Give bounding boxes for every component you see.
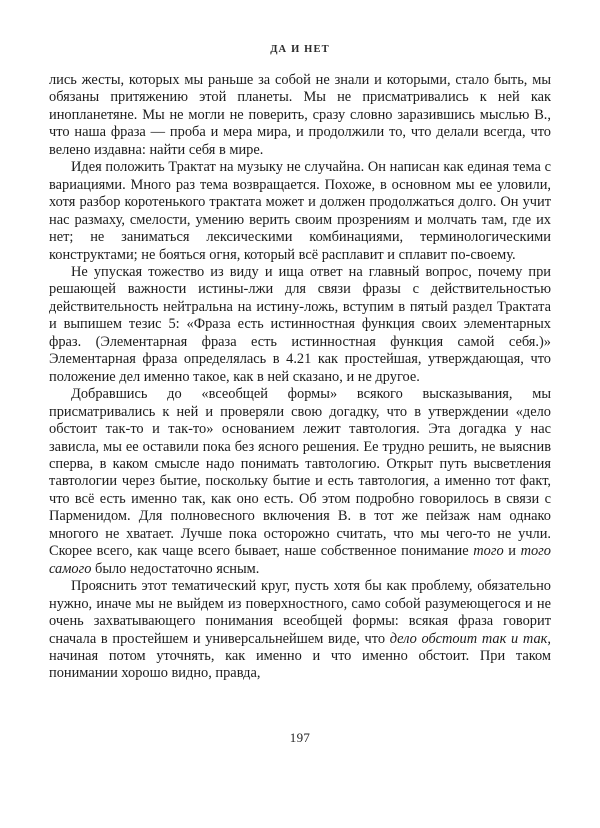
paragraph	[49, 578, 551, 683]
text-run: Не упуская тожество из виду и ища ответ на главный вопрос, почему при решающей важности истины-лжи для связи фразы с действительностью действительность нейтральна на истину-ложь, вступим в пятый раздел Трактата и выпишем тезис 5: «Фраза есть истинностная функция своих элементарных фраз. (Элементарная фраза есть истинностная функция самой себя.)» Элементарная фраза определялась в 4.21 как простейшая, утверждающая, что положение дел именно такое, как в ней сказано, и не другое.	[49, 263, 551, 385]
text-run: было недостаточно ясным.	[91, 560, 260, 577]
emphasized-text: того	[473, 543, 504, 560]
text-run: и	[503, 543, 521, 560]
text-run: Добравшись до «всеобщей формы» всякого высказывания, мы присматривались к ней и проверяли свою догадку, что в утверждении «дело обстоит так-то и так-то» основанием лежит тавтология. Эта догадка у нас зависла, мы ее оставили пока без ясного решения. Ее трудно решить, не выяснив сперва, в каком смысле надо понимать тавтологию. Открыт путь высветления тавтологии через бытие, поскольку бытие и есть тавтология, а именно тот факт, что всё есть именно так, как оно есть. Об этом подробно говорилось в связи с Парменидом. Для полновесного включения В. в тот же пейзаж нам однако многого не хватает. Лучше пока осторожно считать, что мы чего-то не учли. Скорее всего, как чаще всего бывает, наше собственное понимание	[49, 386, 551, 560]
paragraph	[49, 159, 551, 264]
emphasized-text: того самого	[49, 543, 551, 577]
body-text-block	[49, 72, 551, 683]
paragraph	[49, 72, 551, 159]
paragraph	[49, 264, 551, 386]
text-run: Прояснить этот тематический круг, пусть хотя бы как проблему, обязательно нужно, иначе мы не выйдем из поверхностного, само собой разумеющегося и не очень захватывающего понимания всеобщей формы: всякая фраза говорит сначала в простейшем и универсальнейшем виде, что	[49, 578, 551, 647]
running-head: ДА И НЕТ	[270, 44, 330, 55]
paragraph	[49, 386, 551, 578]
text-run: , начиная потом уточнять, как именно и что именно обстоит. При таком понимании хорошо видно, правда,	[49, 630, 551, 682]
page-number: 197	[289, 730, 311, 745]
text-run: Идея положить Трактат на музыку не случайна. Он написан как единая тема с вариациями. Много раз тема возвращается. Похоже, в основном мы ее уловили, хотя разбор коротенького трактата может и должен продолжаться долго. Он учит нас размаху, смелости, умению верить своим прозрениям и молчать там, где их нет; не заниматься лексическими комбинациями, терминологическими конструктами; не бояться огня, который всё расплавит и сплавит по-своему.	[49, 159, 551, 263]
text-run: лись жесты, которых мы раньше за собой не знали и которыми, стало быть, мы обязаны притяжению этой планеты. Мы не присматривались к ней как инопланетяне. Мы не могли не поверить, сразу словно заразившись мыслью В., что наша фраза — проба и мера мира, и продолжили то, что делали всегда, что велено издавна: найти себя в мире.	[49, 72, 551, 158]
emphasized-text: дело обстоит так и так	[389, 630, 548, 647]
